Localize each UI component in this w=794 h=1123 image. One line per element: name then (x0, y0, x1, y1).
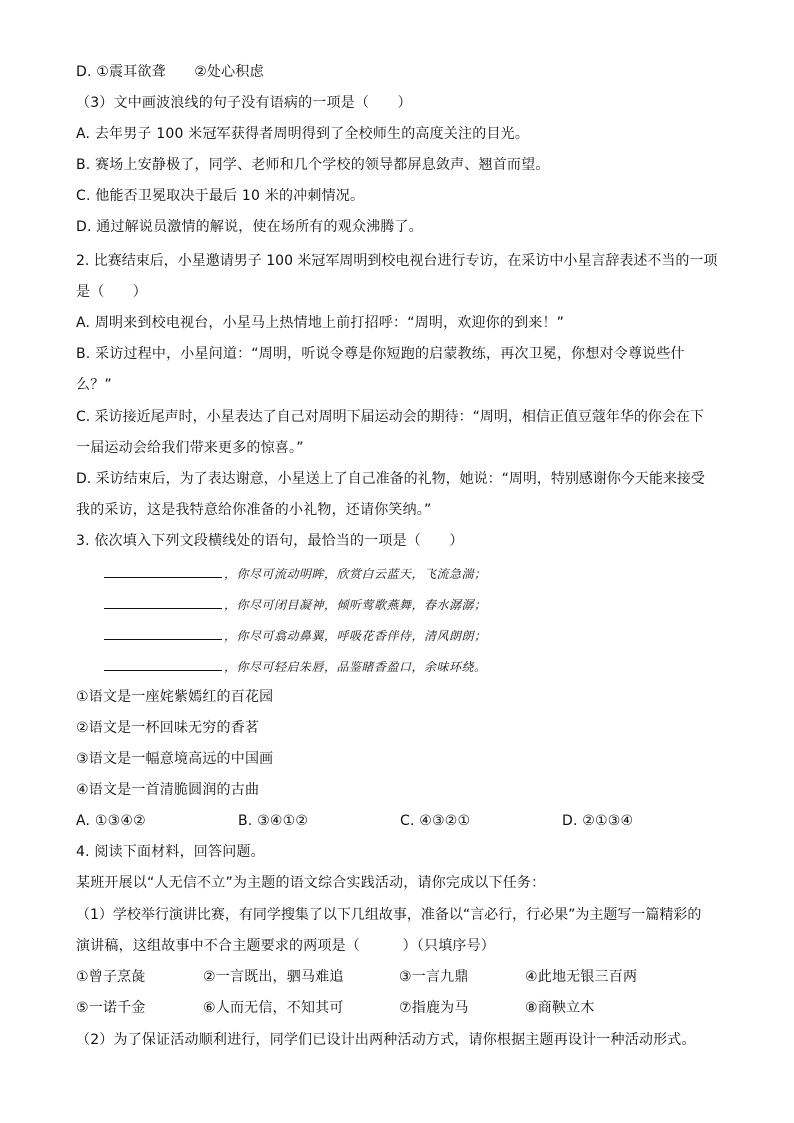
q2-option-b: B. 采访过程中，小星问道：“周明，听说令尊是你短跑的启蒙教练，再次卫冕，你想对令尊说些什 (76, 346, 685, 362)
story-item: ⑦指鹿为马 (399, 1000, 469, 1016)
answer-blank[interactable] (104, 625, 222, 640)
stories-row-1 (76, 967, 637, 987)
story-item: ③一言九鼎 (399, 969, 469, 985)
q3-option-d: D. ②①③④ (562, 813, 634, 829)
q4-part-1: （1）学校举行演讲比赛，有同学搜集了以下几组故事，准备以“言必行，行必果”为主题写一篇精彩的 (76, 907, 702, 923)
answer-blank[interactable] (104, 594, 222, 609)
story-item: ⑧商鞅立木 (525, 1000, 595, 1016)
question-3: 3. 依次填入下列文段横线处的语句，最恰当的一项是（ ） (76, 533, 464, 549)
q2-option-c: C. 采访接近尾声时，小星表达了自己对周明下届运动会的期待：“周明，相信正值豆蔻年华的你会在下 (76, 409, 704, 425)
q3-3-option-c: C. 他能否卫冕取决于最后 10 米的冲刺情况。 (76, 188, 365, 204)
question-4: 4. 阅读下面材料，回答问题。 (76, 844, 265, 860)
fill-blank-row: ，你尽可轻启朱唇，品鉴睹香盈口，余味环绕。 (104, 656, 487, 677)
q2-option-d-text: D. 采访结束后，为了表达谢意，小星送上了自己准备的礼物，她说：“周明，特别感谢你今天能来接受 (76, 471, 705, 487)
stories-row-2 (76, 998, 595, 1018)
question-2-cont: 是（ ） (76, 284, 147, 300)
q2-option-c-cont: 一届运动会给我们带来更多的惊喜。” (76, 440, 304, 456)
answer-blank[interactable] (104, 563, 222, 578)
sentence-4: ④语文是一首清脆圆润的古曲 (76, 782, 260, 798)
fill-blank-row: ，你尽可闭目凝神，倾听莺歌燕舞，春水潺潺； (104, 594, 487, 615)
story-item: ⑥人而无信，不知其可 (203, 1000, 344, 1016)
q3-option-c: C. ④③②① (400, 813, 471, 829)
question-3-3: （3）文中画波浪线的句子没有语病的一项是（ ） (76, 95, 412, 111)
story-item: ①曾子烹彘 (76, 969, 146, 985)
sentence-1: ①语文是一座姹紫嫣红的百花园 (76, 689, 274, 705)
q4-part-1-cont: 演讲稿，这组故事中不合主题要求的两项是（ ）（只填序号） (76, 938, 495, 954)
fill-blank-row: ，你尽可流动明眸，欣赏白云蓝天，飞流急湍； (104, 563, 487, 584)
answer-blank[interactable] (104, 656, 222, 671)
q2-option-b-cont: 么？” (76, 377, 112, 393)
sentence-3: ③语文是一幅意境高远的中国画 (76, 751, 274, 767)
q3-option-a: A. ①③④② (76, 813, 146, 829)
sentence-2: ②语文是一杯回味无穷的香茗 (76, 720, 260, 736)
q4-intro: 某班开展以“人无信不立”为主题的语文综合实践活动，请你完成以下任务： (76, 875, 546, 891)
fill-blank-row: ，你尽可翕动鼻翼，呼吸花香伴侍，清风朗朗； (104, 625, 487, 646)
question-2: 2. 比赛结束后，小星邀请男子 100 米冠军周明到校电视台进行专访，在采访中小星言辞表述不当的一项 (76, 253, 718, 269)
q4-part-2: （2）为了保证活动顺利进行，同学们已设计出两种活动方式，请你根据主题再设计一种活动形式。 (76, 1032, 696, 1048)
q3-options-row (76, 811, 633, 831)
q2-option-d: D. ①震耳欲聋 ②处心积虑 (76, 64, 264, 80)
q2-option-a: A. 周明来到校电视台，小星马上热情地上前打招呼：“周明，欢迎你的到来！” (76, 315, 565, 331)
q3-3-option-d: D. 通过解说员激情的解说，使在场所有的观众沸腾了。 (76, 219, 423, 235)
q3-3-option-b: B. 赛场上安静极了，同学、老师和几个学校的领导都屏息敛声、翘首而望。 (76, 157, 550, 173)
q3-option-b: B. ③④①② (238, 813, 309, 829)
q2-option-d-cont: 我的采访，这是我特意给你准备的小礼物，还请你笑纳。” (76, 502, 432, 518)
q3-3-option-a: A. 去年男子 100 米冠军获得者周明得到了全校师生的高度关注的目光。 (76, 126, 530, 142)
story-item: ④此地无银三百两 (525, 969, 638, 985)
story-item: ②一言既出，驷马难追 (203, 969, 344, 985)
story-item: ⑤一诺千金 (76, 1000, 146, 1016)
